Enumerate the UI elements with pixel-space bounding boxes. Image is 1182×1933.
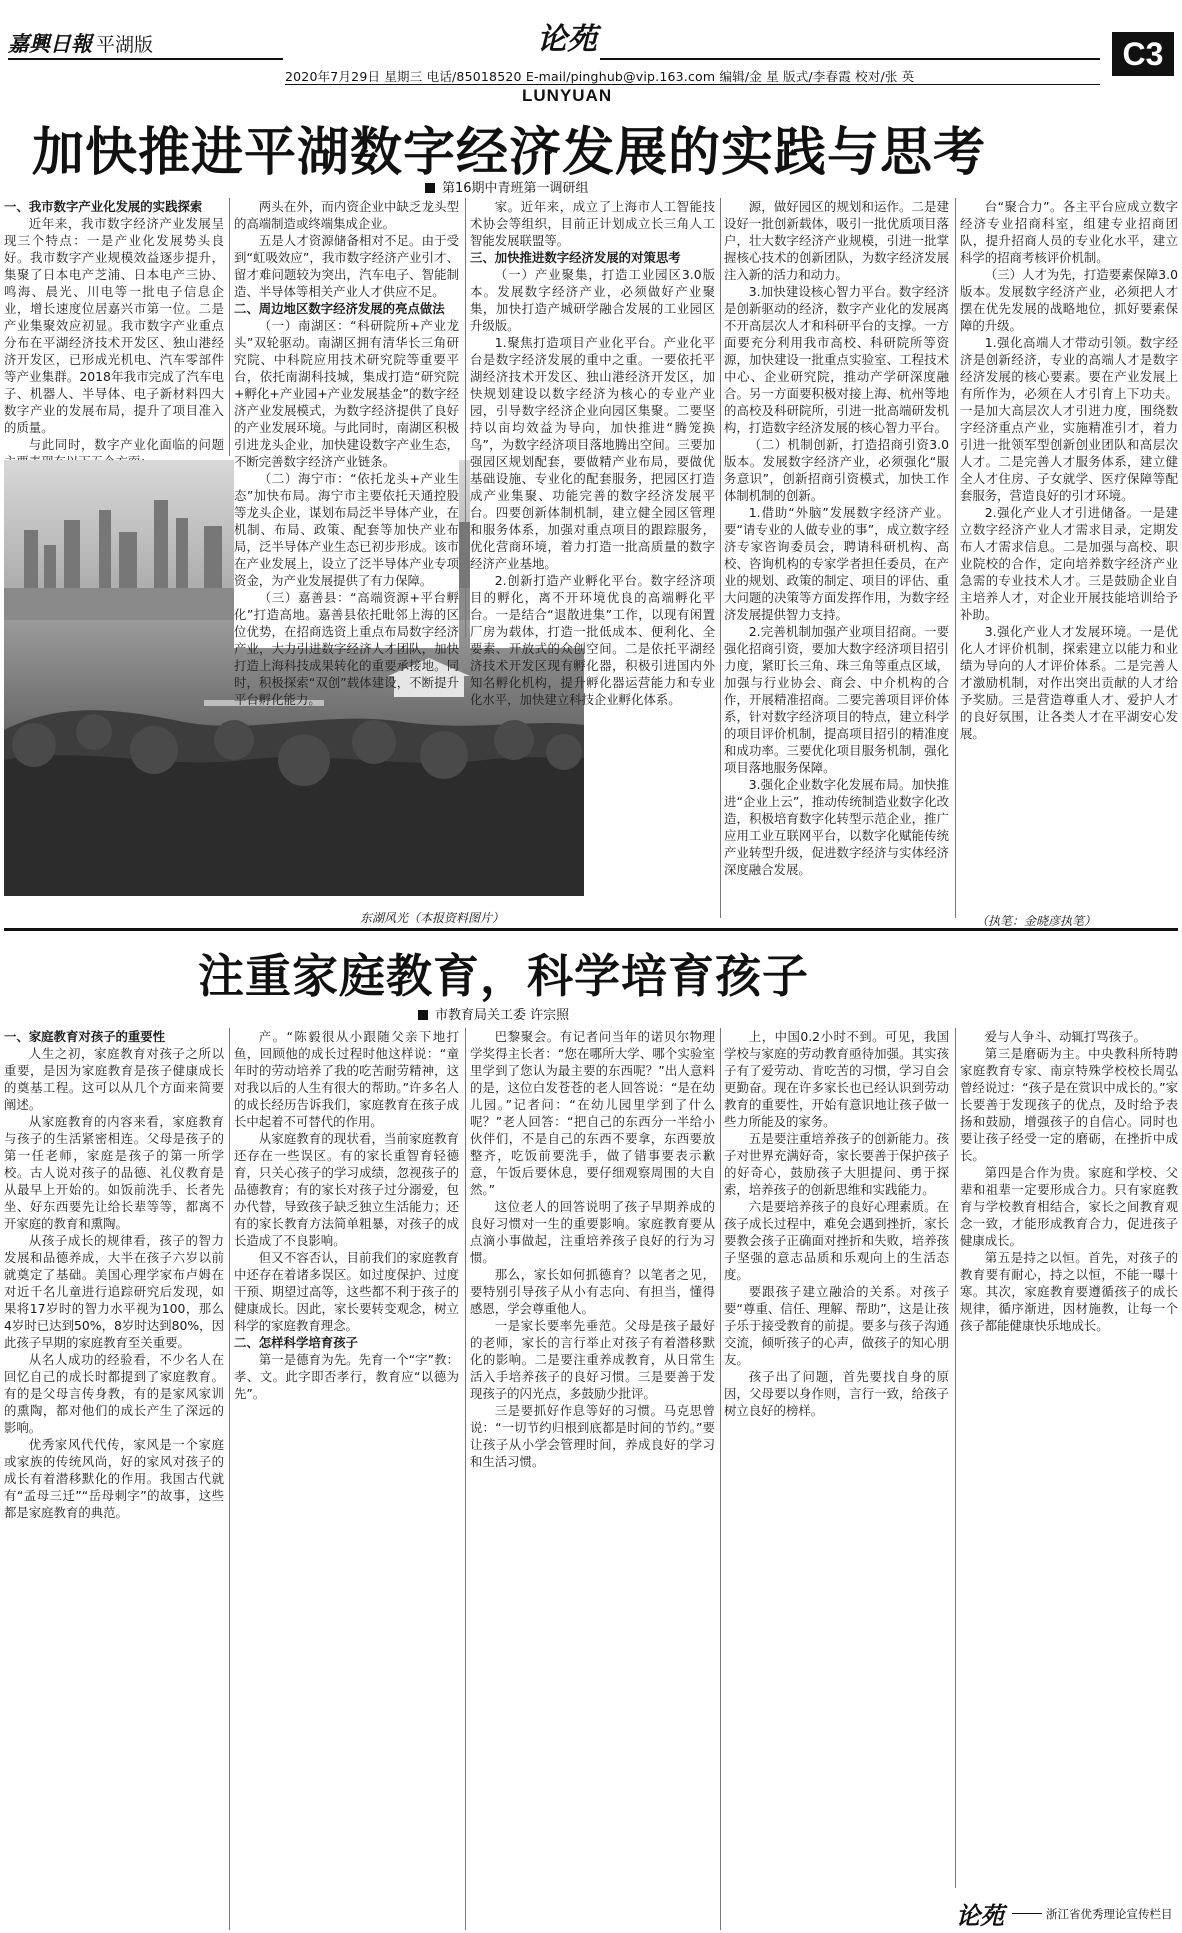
column-divider [465, 198, 466, 638]
paragraph: 五是要注重培养孩子的创新能力。孩子对世界充满好奇，家长要善于保护孩子的好奇心，鼓励孩子大胆提问、勇于探索，培养孩子的创新思维和实践能力。 [724, 1131, 949, 1197]
paragraph: 那么，家长如何抓德育？以笔者之见，要特别引导孩子从小有志向、有担当，懂得感恩，学会尊重他人。 [470, 1267, 715, 1316]
article1-byline-text: 第16期中青班第一调研组 [442, 181, 589, 196]
paragraph: 五是人才资源储备相对不足。由于受到“虹吸效应”，我市数字经济产业引才、留才难问题较为突出，汽车电子、智能制造、半导体等相关产业人才供应不足。 [234, 233, 459, 299]
paragraph: 巴黎聚会。有记者问当年的诺贝尔物理学奖得主长者：“您在哪所大学、哪个实验室里学到了您认为最主要的东西呢？”出人意料的是，这位白发苍苍的老人回答说：“是在幼儿园。”记者问：“在幼儿园里学到了什么呢？”老人回答：“把自己的东西分一半给小伙伴们，不是自己的东西不要拿，东西要放整齐，吃饭前要洗手，做了错事要表示歉意，午饭后要休息，要仔细观察周围的大自然。” [470, 1029, 715, 1197]
paragraph: 与此同时，数字产业化面临的问题 [28, 437, 224, 452]
paragraph: 一是家长要率先垂范。父母是孩子最好的老师，家长的言行举止对孩子有着潜移默化的影响。二是要注重养成教育，从日常生活入手培养孩子的良好习惯。三是要善于发现孩子的闪光点，多鼓励少批评。 [470, 1318, 715, 1401]
masthead-rule-right [600, 58, 1100, 60]
article1-column-3 [470, 198, 715, 707]
column-divider [720, 1028, 721, 1930]
masthead [0, 0, 1182, 105]
paragraph: 从家庭教育的现状看，当前家庭教育还存在一些误区。有的家长重智育轻德育，只关心孩子的学习成绩，忽视孩子的品德教育；有的家长对孩子过分溺爱，包办代替，导致孩子缺乏独立生活能力；还有的家长教育方法简单粗暴，对孩子的成长造成了不良影响。 [234, 1131, 459, 1248]
byline-square-icon [418, 1010, 428, 1020]
paragraph: （二）海宁市：“依托龙头+产业生态”加快布局。海宁市主要依托天通控股等龙头企业，谋划布局泛半导体产业，在机制、布局、政策、配套等加快产业布局，泛半导体产业生态已初步形成。该市在产业发展上，设立了泛半导体产业专项资金，为产业发展提供了有力保障。 [234, 471, 459, 588]
footer-logo: 论苑 [956, 1901, 1004, 1930]
article1-byline [425, 177, 589, 196]
footer-rule [1012, 1913, 1042, 1914]
article2-headline: 注重家庭教育，科学培育孩子 [198, 949, 809, 1003]
masthead-rule-left [8, 58, 283, 60]
paragraph: 2.创新打造产业孵化平台。数字经济项目的孵化，离不开环境优良的高端孵化平台。一是结合“退散进集”工作，以现有闲置厂房为载体，打造一批低成本、便利化、全要素、开放式的众创空间。二是依托平湖经济技术开发区现有孵化器，积极引进国内外知名孵化机构，提升孵化器运营能力和专业化水平，加快建立科技企业孵化体系。 [470, 573, 715, 707]
paragraph: 产。“陈毅很从小跟随父亲下地打鱼，回顾他的成长过程时他这样说：“童年时的劳动培养了我的吃苦耐劳精神，这对我以后的人生有很大的帮助。”许多名人的成长经历告诉我们，家庭教育在孩子成长中起着不可替代的作用。 [234, 1029, 459, 1129]
paragraph: 但又不容否认，目前我们的家庭教育中还存在着诸多误区。如过度保护、过度干预、期望过高等，这些都不利于孩子的健康成长。因此，家长要转变观念，树立科学的家庭教育理念。 [234, 1250, 459, 1333]
paragraph: 优秀家风代代传，家风是一个家庭或家族的传统风尚，好的家风对孩子的成长有着潜移默化的作用。我国古代就有“孟母三迁”“岳母刺字”的故事，这些都是家庭教育的典范。 [4, 1437, 224, 1520]
paragraph: （三）人才为先，打造要素保障3.0版本。发展数字经济产业，必须把人才摆在优先发展的战略地位，抓好要素保障的升级。 [960, 267, 1178, 333]
section-brand-logo: 论苑 [537, 22, 597, 57]
footer-brand [950, 1896, 1178, 1930]
section-subhead: 一、家庭教育对孩子的重要性 [4, 1029, 166, 1044]
column-divider [955, 1028, 956, 1888]
paragraph: 第一是德育为先。先育一个“字”教：孝、文。此字即否孝行，教育应“以德为先”。 [234, 1352, 459, 1401]
paragraph: 孩子出了问题，首先要找自身的原因，父母要以身作则，言行一致，给孩子树立良好的榜样。 [724, 1369, 949, 1418]
column-divider [720, 198, 721, 918]
paragraph: 三是要抓好作息等好的习惯。马克思曾说：“一切节约归根到底都是时间的节约。”要让孩子从小学会管理时间，养成良好的学习和生活习惯。 [470, 1403, 715, 1469]
paragraph: 要跟孩子建立融洽的关系。对孩子要“尊重、信任、理解、帮助”，这是让孩子乐于接受教育的前提。要多与孩子沟通交流，倾听孩子的心声，做孩子的知心朋友。 [724, 1284, 949, 1367]
paragraph: 3.加快建设核心智力平台。数字经济是创新驱动的经济，数字产业化的发展离不开高层次人才和科研平台的支撑。一方面要充分利用我市高校、科研院所等资源，加快建设一批重点实验室、工程技术中心、企业研究院，推动产学研深度融合。另一方面要积极对接上海、杭州等地的高校及科研院所，引进一批高端研发机构，打造数字经济发展的核心智力平台。 [724, 284, 949, 435]
article2-column-2 [234, 1028, 459, 1930]
paragraph: 3.强化产业人才发展环境。一是优化人才评价机制，探索建立以能力和业绩为导向的人才评价体系。二是完善人才激励机制，对作出突出贡献的人才给予奖励。三是营造尊重人才、爱护人才的良好氛围，让各类人才在平湖安心发展。 [960, 624, 1178, 741]
section-pinyin: LUNYUAN [522, 86, 613, 105]
paragraph: 爱与人争斗、动辄打骂孩子。 [984, 1029, 1146, 1044]
paper-name: 嘉興日報 [8, 31, 92, 56]
article2-column-4 [724, 1028, 949, 1930]
info-line: 2020年7月29日 星期三 电话/85018520 E-mail/pinghub@vip.163.com 编辑/金 星 版式/李春霞 校对/张 英 [285, 69, 915, 84]
paragraph: 家。近年来，成立了上海市人工智能技术协会等组织，目前正计划成立长三角人工智能发展联盟等。 [470, 199, 715, 248]
article1-headline: 加快推进平湖数字经济发展的实践与思考 [32, 123, 987, 183]
author-signature: （执笔：金晓彦执笔） [976, 914, 1097, 928]
paragraph: 1.强化高端人才带动引领。数字经济是创新经济，专业的高端人才是数字经济发展的核心要素。要在产业发展上有所作为，必须在人才引育上下功夫。一是加大高层次人才引进力度，围绕数字经济重点产业，实施精准引才，着力引进一批领军型创新创业团队和高层次人才。二是完善人才服务体系，建立健全人才住房、子女就学、医疗保障等配套服务，营造良好的引才环境。 [960, 335, 1178, 503]
article2-column-3 [470, 1028, 715, 1930]
paragraph: 从孩子成长的规律看，孩子的智力发展和品德养成，大半在孩子六岁以前就奠定了基础。美国心理学家布卢姆在对近千名儿童进行追踪研究后发现，如果将17岁时的智力水平视为100，那么4岁时已达到50%，8岁时达到80%，因此孩子早期的家庭教育至关重要。 [4, 1233, 224, 1350]
article1-column-5 [960, 198, 1178, 908]
paragraph: 2.强化产业人才引进储备。一是建立数字经济产业人才需求目录，定期发布人才需求信息。二是加强与高校、职业院校的合作，定向培养数字经济产业急需的专业技术人才。三是鼓励企业自主培养人才，对企业开展技能培训给予补助。 [960, 505, 1178, 622]
paragraph: 两头在外，而内资企业中缺乏龙头型的高端制造或终端集成企业。 [234, 199, 459, 231]
article1-column-4 [724, 198, 949, 918]
paragraph: 从名人成功的经验看，不少名人在回忆自己的成长时都提到了家庭教育。有的是父母言传身教，有的是家风家训的熏陶，都对他们的成长产生了深远的影响。 [4, 1352, 224, 1435]
section-subhead: 一、我市数字产业化发展的实践探索 [4, 199, 203, 214]
edition-label: 平湖版 [96, 34, 154, 56]
column-divider [955, 198, 956, 918]
paragraph: （一）南湖区：“科研院所+产业龙头”双轮驱动。南湖区拥有清华长三角研究院、中科院应用技术研究院等重要平台，依托南湖科技城，集成打造“研究院+孵化+产业园+产业发展基金”的数字经济产业发展模式，为数字经济提供了良好的产业发展环境。与此同时，南湖区积极引进龙头企业，加快建设数字产业生态，不断完善数字经济产业链条。 [234, 318, 459, 469]
paragraph: 3.强化企业数字化发展布局。加快推进“企业上云”，推动传统制造业数字化改造，积极培育数字化转型示范企业，推广应用工业互联网平台，以数字化赋能传统产业转型升级，促进数字经济与实体经济深度融合发展。 [724, 777, 949, 877]
column-divider [229, 1028, 230, 1930]
article2-column-1 [4, 1028, 224, 1930]
byline-square-icon [425, 183, 435, 193]
column-divider [229, 198, 230, 456]
section-subhead: 二、周边地区数字经济发展的亮点做法 [234, 301, 445, 316]
page-number-badge: C3 [1112, 32, 1174, 76]
paragraph: 从家庭教育的内容来看，家庭教育与孩子的生活紧密相连。父母是孩子的第一任老师，家庭是孩子的第一所学校。古人说对孩子的品德、礼仪教育是从最早上开始的。如饭前洗手、长者先坐、好东西要先让给长辈等等，都离不开家庭的教育和熏陶。 [4, 1114, 224, 1231]
paragraph: 1.聚焦打造项目产业化平台。产业化平台是数字经济发展的重中之重。一要依托平湖经济技术开发区、独山港经济开发区，加快规划建设以数字经济为核心的专业产业园，引导数字经济企业向园区集聚。二要坚持以亩均效益为导向，加快推进“腾笼换鸟”，为数字经济项目落地腾出空间。三要加强园区规划配套，要做精产业布局，要做优基础设施、专业化的配套服务，把园区打造成产业集聚、功能完善的数字经济发展平台。四要创新体制机制，建立健全园区管理和服务体系，加强对重点项目的跟踪服务，优化营商环境，着力打造一批高质量的数字经济产业基地。 [470, 335, 715, 571]
paragraph: （三）嘉善县：“高端资源+平台孵化”打造高地。嘉善县依托毗邻上海的区位优势，在招商选资上重点布局数字经济产业，大力引进数字经济人才团队，加快打造上海科技成果转化的重要承接地。同时，积极探索“双创”载体建设，不断提升平台孵化能力。 [234, 590, 459, 707]
footer-org-text: 浙江省优秀理论宣传栏目 [1046, 1907, 1173, 1921]
paragraph: 源，做好园区的规划和运作。二是建设好一批创新载体，吸引一批优质项目落户，壮大数字经济产业规模，引进一批掌握核心技术的创新团队，为数字经济发展注入新的活力和动力。 [724, 199, 949, 282]
paragraph: 2.完善机制加强产业项目招商。一要强化招商引资，要加大数字经济项目招引力度，紧盯长三角、珠三角等重点区域，加强与行业协会、商会、中介机构的合作，开展精准招商。二要完善项目评价体系，针对数字经济项目的特点，建立科学的项目评价机制，提高项目招引的精准度和成功率。三要优化项目服务机制，强化项目落地服务保障。 [724, 624, 949, 775]
article1-column-1 [4, 198, 224, 456]
paragraph: 人生之初，家庭教育对孩子之所以重要，是因为家庭教育是孩子健康成长的奠基工程。这可以从几个方面来简要阐述。 [4, 1046, 224, 1112]
paragraph: 这位老人的回答说明了孩子早期养成的良好习惯对一生的重要影响。家庭教育要从点滴小事做起，注重培养孩子良好的行为习惯。 [470, 1199, 715, 1265]
photo-caption: 东湖风光（本报资料图片） [360, 911, 505, 925]
column-divider [465, 1028, 466, 1930]
paragraph: 第四是合作为贵。家庭和学校、父辈和祖辈一定要形成合力。只有家庭教育与学校教育相结合，家长之间教育观念一致，才能形成教育合力，促进孩子健康成长。 [960, 1165, 1178, 1248]
section-subhead: 二、怎样科学培育孩子 [234, 1335, 358, 1350]
article2-column-5 [960, 1028, 1178, 1888]
section-divider [4, 928, 1178, 931]
paragraph: 近年来，我市数字经济产业发展呈现三个特点：一是产业化发展势头良好。我市数字产业规模效益逐步提升，集聚了日本电产芝浦、日本电产三协、鸣海、晨光、川电等一批电子信息企业，增长速度位居嘉兴市第一位。二是产业集聚效应初显。我市数字产业重点分布在平湖经济技术开发区、独山港经济开发区，已形成光机电、汽车零部件等产业集群。2018年我市完成了汽车电子、机器人、半导体、电子新材料四大数字产业的发展布局，提升了项目准入的质量。 [4, 216, 224, 435]
paragraph: （二）机制创新，打造招商引资3.0版本。发展数字经济产业，必须强化“服务意识”，创新招商引资模式，加快工作体制机制的创新。 [724, 437, 949, 503]
masthead-rule-under-info [285, 84, 1100, 85]
article2-byline [418, 1004, 569, 1023]
paragraph: （一）产业聚集，打造工业园区3.0版本。发展数字经济产业，必须做好产业聚集，加快打造产城研学融合发展的工业园区升级版。 [470, 267, 715, 333]
article2-byline-text: 市教育局关工委 许宗照 [435, 1008, 570, 1023]
paragraph: 六是要培养孩子的良好心理素质。在孩子成长过程中，难免会遇到挫折，家长要教会孩子正确面对挫折和失败，培养孩子坚强的意志品质和乐观向上的生活态度。 [724, 1199, 949, 1282]
paper-logo [8, 28, 153, 58]
paragraph: 第三是磨砺为主。中央教科所特聘家庭教育专家、南京特殊学校校长周弘曾经说过：“孩子是在赏识中成长的。”家长要善于发现孩子的优点，及时给予表扬和鼓励，增强孩子的自信心。同时也要让孩子经受一定的磨砺，在挫折中成长。 [960, 1046, 1178, 1163]
paragraph: 台“聚合力”。各主平台应成立数字经济专业招商科室，组建专业招商团队，提升招商人员的专业化水平，建立科学的招商考核评价机制。 [960, 199, 1178, 265]
paragraph: 1.借助“外脑”发展数字经济产业。要“请专业的人做专业的事”，成立数字经济专家咨询委员会，聘请科研机构、高校、咨询机构的专家学者担任委员，在产业的规划、政策的制定、项目的评估、重大问题的决策等方面发挥作用，为数字经济发展提供智力支持。 [724, 505, 949, 622]
paragraph: 第五是持之以恒。首先，对孩子的教育要有耐心，持之以恒，不能一曝十寒。其次，家庭教育要遵循孩子的成长规律，循序渐进，因材施教，让每一个孩子都能健康快乐地成长。 [960, 1250, 1178, 1333]
article1-column-2 [234, 198, 459, 707]
paragraph: 上，中国0.2小时不到。可见，我国学校与家庭的劳动教育亟待加强。其实孩子有了爱劳动、肯吃苦的习惯，学习自会更勤奋。现在许多家长也已经认识到劳动教育的重要性，开始有意识地让孩子做一些力所能及的家务。 [724, 1029, 949, 1129]
section-subhead: 三、加快推进数字经济发展的对策思考 [470, 250, 681, 265]
